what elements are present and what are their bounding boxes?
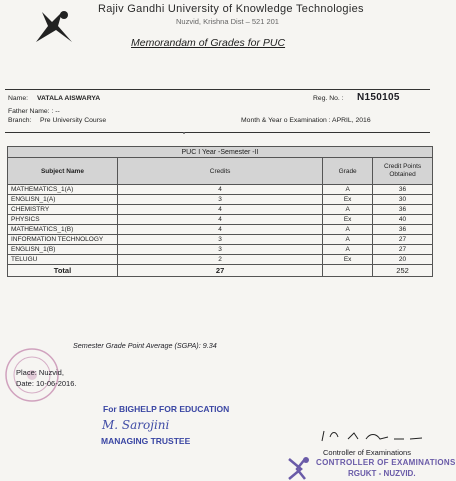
table-row (8, 255, 433, 265)
university-address: Nuzvid, Krishna Dist – 521 201 (176, 17, 279, 26)
total-points: 252 (373, 265, 433, 277)
coe-stamp-line2: RGUKT - NUZVID. (348, 469, 416, 478)
bighelp-stamp: For BIGHELP FOR EDUCATION (103, 404, 230, 414)
exam-month-year: Month & Year o Examination : APRIL, 2016 (241, 117, 371, 124)
subject-points: 20 (373, 255, 433, 265)
subject-points: 36 (373, 225, 433, 235)
subject-name: ENGLISN_1(A) (8, 195, 118, 205)
subject-credits: 2 (117, 255, 322, 265)
subject-name: CHEMISTRY (8, 205, 118, 215)
subject-grade: A (323, 185, 373, 195)
table-row (8, 245, 433, 255)
scan-dot (183, 132, 185, 134)
university-logo-icon (32, 8, 76, 48)
subject-credits: 3 (117, 245, 322, 255)
semester-row (8, 147, 433, 158)
subject-points: 36 (373, 185, 433, 195)
col-credits-header: Credits (117, 158, 322, 185)
subject-points: 30 (373, 195, 433, 205)
total-label: Total (8, 265, 118, 277)
subject-points: 27 (373, 245, 433, 255)
table-row (8, 195, 433, 205)
total-row (8, 265, 433, 277)
subject-grade: A (323, 225, 373, 235)
col-grade-header: Grade (323, 158, 373, 185)
table-row (8, 235, 433, 245)
subject-name: PHYSICS (8, 215, 118, 225)
subject-name: MATHEMATICS_1(B) (8, 225, 118, 235)
controller-signature-icon (318, 427, 428, 445)
subject-grade: A (323, 205, 373, 215)
student-name: VATALA AISWARYA (37, 95, 101, 102)
father-name-label: Father Name: : -- (8, 108, 60, 115)
subject-credits: 3 (117, 195, 322, 205)
reg-label: Reg. No. : (313, 95, 344, 102)
branch-value: Pre University Course (40, 117, 107, 124)
col-points-header: Credit Points Obtained (373, 158, 433, 185)
subject-grade: Ex (323, 215, 373, 225)
subject-name: MATHEMATICS_1(A) (8, 185, 118, 195)
subject-name: ENGLISN_1(B) (8, 245, 118, 255)
sgpa-text: Semester Grade Point Average (SGPA): 9.34 (73, 341, 217, 350)
trustee-signature: M. Sarojini (102, 418, 170, 432)
university-name: Rajiv Gandhi University of Knowledge Technologies (98, 3, 364, 15)
managing-trustee-label: MANAGING TRUSTEE (101, 436, 191, 446)
semester-title: PUC I Year -Semester -II (8, 147, 433, 158)
table-row (8, 225, 433, 235)
grades-table (7, 146, 433, 277)
subject-points: 40 (373, 215, 433, 225)
subject-name: TELUGU (8, 255, 118, 265)
subject-credits: 4 (117, 185, 322, 195)
coe-stamp-line1: CONTROLLER OF EXAMINATIONS (316, 458, 456, 467)
name-label: Name: (8, 95, 29, 102)
total-grade-empty (323, 265, 373, 277)
total-credits: 27 (117, 265, 322, 277)
branch-label: Branch: (8, 117, 32, 124)
table-row (8, 215, 433, 225)
table-row (8, 185, 433, 195)
subject-credits: 4 (117, 205, 322, 215)
controller-label: Controller of Examinations (323, 448, 411, 457)
subject-grade: A (323, 245, 373, 255)
subject-grade: A (323, 235, 373, 245)
subject-credits: 4 (117, 225, 322, 235)
date-text: Date: 10-06-2016. (16, 379, 77, 388)
subject-credits: 3 (117, 235, 322, 245)
reg-number: N150105 (357, 92, 400, 103)
subject-name: INFORMATION TECHNOLOGY (8, 235, 118, 245)
subject-grade: Ex (323, 255, 373, 265)
col-subject-header: Subject Name (8, 158, 118, 185)
document-title: Memorandam of Grades for PUC (131, 37, 286, 49)
column-header-row (8, 158, 433, 185)
subject-points: 27 (373, 235, 433, 245)
subject-points: 36 (373, 205, 433, 215)
subject-grade: Ex (323, 195, 373, 205)
subject-credits: 4 (117, 215, 322, 225)
place-text: Place: Nuzvid, (16, 368, 64, 377)
table-row (8, 205, 433, 215)
